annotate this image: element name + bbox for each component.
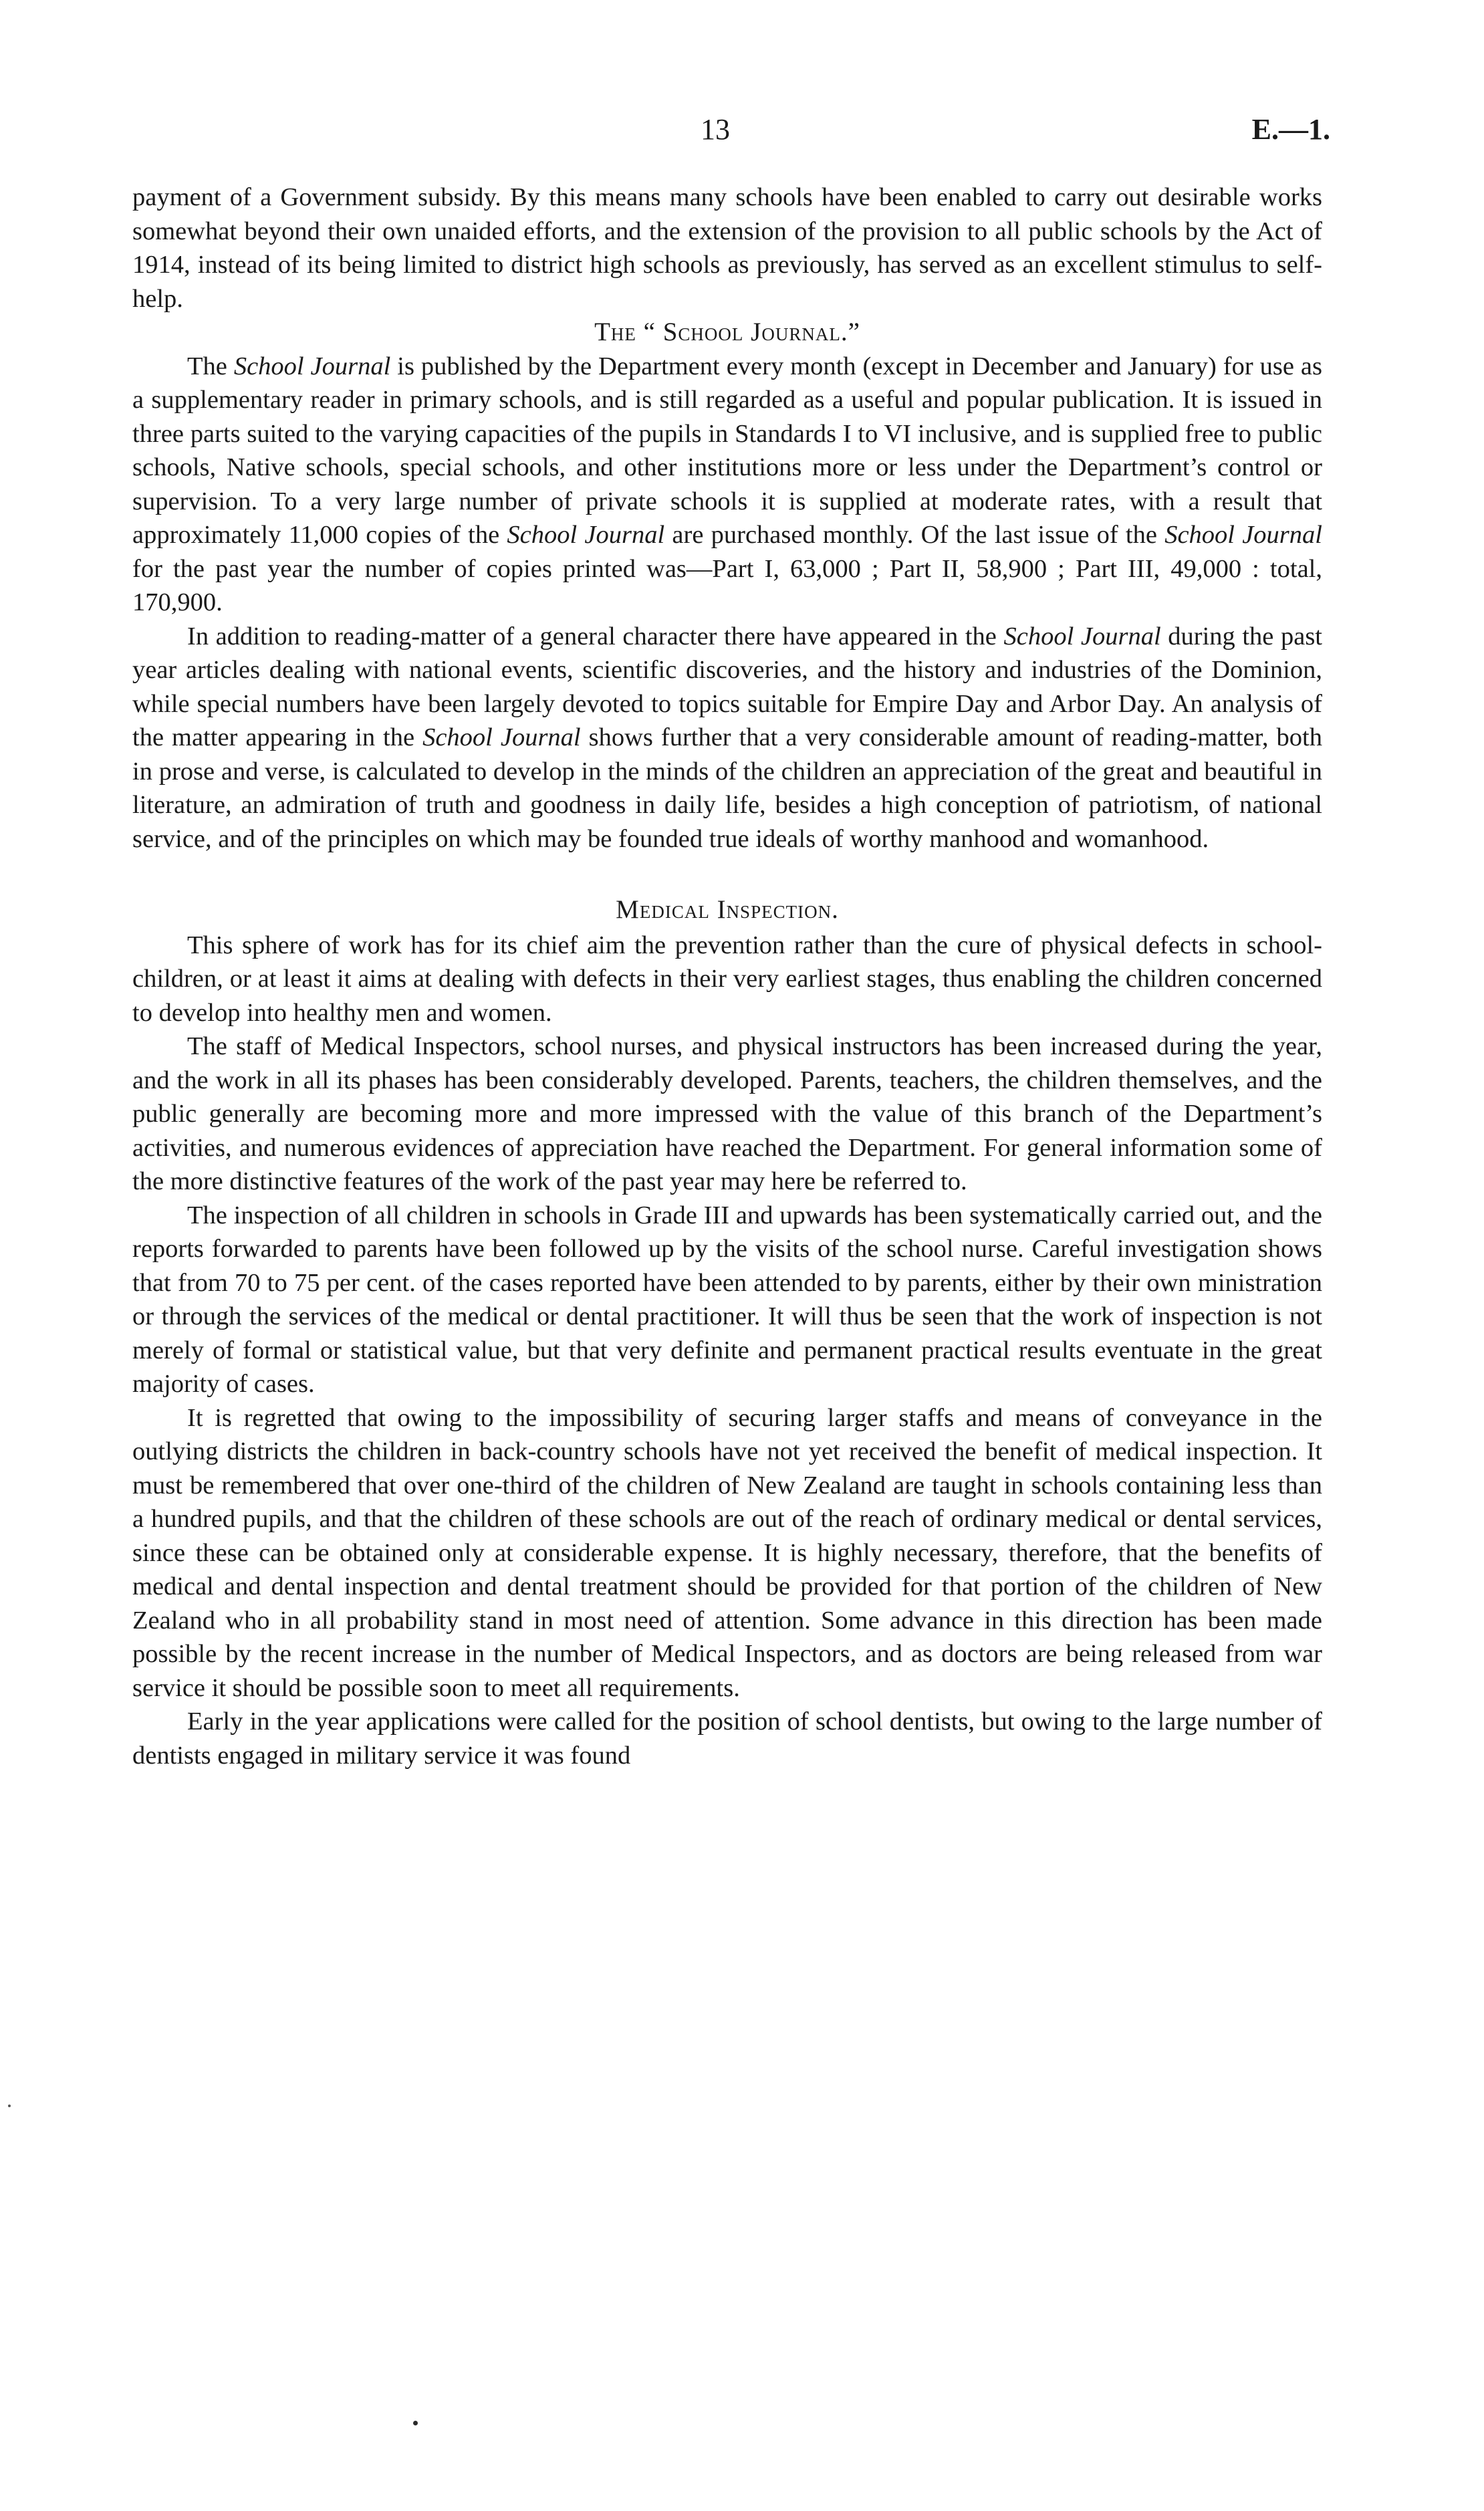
italic-title: School Journal bbox=[507, 521, 665, 549]
paragraph-medical-4: It is regretted that owing to the impossibility of securing larger staffs and means of conveyance in the outlying districts the children in back-country schools have not yet received the benefit of medical inspection. It must be remembered that over one-third of the children of New Zealand are taught in schools containing less than a hundred pupils, and that the children of these schools are out of the reach of ordinary medical or dental services, since these can be obtained only at considerable expense. It is highly necessary, therefore, that the benefits of medical and dental inspection and dental treatment should be provided for that portion of the children of New Zealand who in all probability stand in most need of attention. Some advance in this direction has been made possible by the recent increase in the number of Medical Inspectors, and as doctors are being released from war service it should be possible soon to meet all requirements. bbox=[132, 1403, 1322, 1702]
document-reference: E.—1. bbox=[1251, 113, 1330, 146]
italic-title: School Journal bbox=[1003, 622, 1161, 650]
text-span: for the past year the number of copies printed was—Part I, 63,000 ; Part II, 58,900 ; Part III, 49,000 : total, 170,900. bbox=[132, 554, 1322, 616]
italic-title: School Journal bbox=[422, 723, 581, 751]
text-span: shows further that a very considerable amount of reading-matter, both in prose and verse, is calculated to develop in the minds of the children an appreciation of the great and beautiful in literature, an admiration of truth and goodness in daily life, besides a high conception of patriotism, of national service, and of the principles on which may be founded true ideals of worthy manhood and womanhood. bbox=[132, 723, 1322, 853]
text-span: are purchased monthly. Of the last issue of the bbox=[664, 521, 1165, 549]
scan-speck bbox=[8, 2105, 11, 2107]
paragraph-continued: payment of a Government subsidy. By this means many schools have been enabled to carry out desirable works somewhat beyond their own unaided efforts, and the extension of the provision to all public schools by the Act of 1914, instead of its being limited to district high schools as previously, has served as an excellent stimulus to self-help. bbox=[132, 183, 1322, 313]
section-heading-medical-inspection: Medical Inspection. bbox=[616, 895, 839, 924]
paragraph-medical-2: The staff of Medical Inspectors, school nurses, and physical instructors has been increased during the year, and the work in all its phases has been considerably developed. Parents, teachers, the children themselves, and the public generally are becoming more and more impressed with the value of this branch of the Department’s activities, and numerous evidences of appreciation have reached the Department. For general information some of the more distinctive features of the work of the past year may here be referred to. bbox=[132, 1032, 1322, 1195]
text-span: In addition to reading-matter of a general character there have appeared in the bbox=[187, 622, 1004, 650]
paragraph-medical-5: Early in the year applications were called for the position of school dentists, but owing to the large number of dentists engaged in military service it was found bbox=[132, 1707, 1322, 1770]
paragraph-medical-1: This sphere of work has for its chief aim the prevention rather than the cure of physical defects in school-children, or at least it aims at dealing with defects in their very earliest stages, thus enabling the children concerned to develop into healthy men and women. bbox=[132, 931, 1322, 1027]
italic-title: School Journal bbox=[1164, 521, 1322, 549]
text-span: is published by the Department every month (except in December and January) for use as a supplementary reader in primary schools, and is still regarded as a useful and popular publication. It is issued in three parts suited to the varying capacities of the pupils in Standards I to VI inclusive, and is supplied free to public schools, Native schools, special schools, and other institutions more or less under the Department’s control or supervision. To a very large number of private schools it is supplied at moderate rates, with a result that approximately 11,000 copies of the bbox=[132, 352, 1322, 549]
italic-title: School Journal bbox=[233, 352, 391, 380]
scan-dot bbox=[413, 2421, 418, 2425]
section-heading-school-journal: The “ School Journal.” bbox=[594, 318, 860, 346]
paragraph-medical-3: The inspection of all children in schools in Grade III and upwards has been systematically carried out, and the reports forwarded to parents have been followed up by the visits of the school nurse. Careful investigation shows that from 70 to 75 per cent. of the cases reported have been attended to by parents, either by their own ministration or through the services of the medical or dental practitioner. It will thus be seen that the work of inspection is not merely of formal or statistical value, but that very definite and permanent practical results eventuate in the great majority of cases. bbox=[132, 1201, 1322, 1398]
text-span: The bbox=[187, 352, 234, 380]
text-span: during the past year articles dealing with national events, scientific discoveries, and the history and industries of the Dominion, while special numbers have been largely devoted to topics suitable for Empire Day and Arbor Day. An analysis of the matter appearing in the bbox=[132, 622, 1323, 751]
page-number: 13 bbox=[701, 113, 730, 146]
paragraph-school-journal-1 bbox=[132, 350, 1322, 620]
body-text bbox=[132, 181, 1322, 1772]
paragraph-school-journal-2 bbox=[132, 620, 1322, 856]
page-header bbox=[0, 112, 1484, 159]
